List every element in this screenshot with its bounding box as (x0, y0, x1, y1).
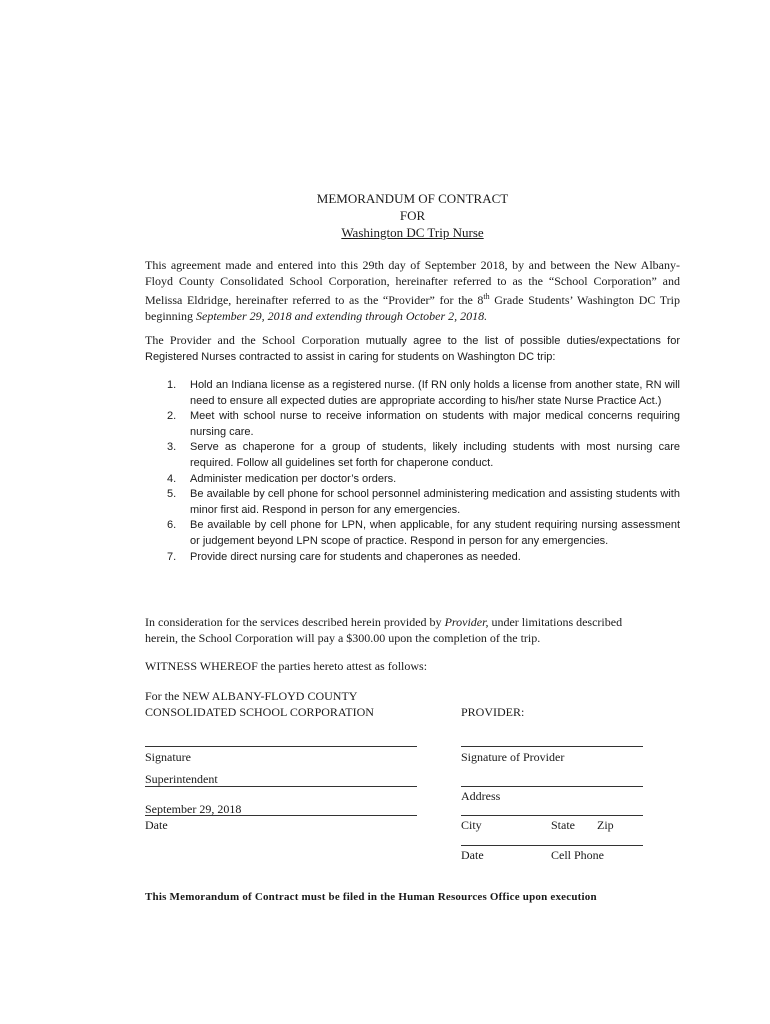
signature-line (145, 746, 417, 747)
witness-paragraph: WITNESS WHEREOF the parties hereto attest as follows: (145, 659, 428, 673)
provider-heading: PROVIDER: (461, 705, 525, 719)
date-cell-line (461, 845, 643, 846)
list-item-text: Be available by cell phone for LPN, when applicable, for any student requiring nursing assessment or judgement beyond LPN scope of practice. Respond in person for any emergencies. (190, 519, 680, 547)
list-item-number: 7. (167, 550, 177, 563)
address-line (461, 786, 643, 787)
duties-intro-text: The Provider and the School Corporation (145, 333, 360, 347)
title-line (145, 786, 417, 787)
consideration-text: In consideration for the services described herein provided by (145, 615, 445, 629)
superintendent-value: Superintendent (145, 772, 218, 786)
date-label: Date (145, 818, 168, 832)
city-label: City (461, 818, 482, 832)
signature-label: Signature (145, 750, 191, 764)
list-item-number: 5. (167, 488, 177, 501)
provider-signature-line (461, 746, 643, 747)
cell-phone-label: Cell Phone (551, 848, 604, 862)
intro-text: This agreement made and entered into this 29th day of September 2018, by and between the New Albany-Floyd County Consolidated School Corporation, hereinafter referred to as the “School Corporation” and Melissa Eldridge, hereinafter referred to as the “Provider” for the 8 (145, 258, 680, 307)
provider-date-label: Date (461, 848, 484, 862)
date-line (145, 815, 417, 816)
list-item-text: Be available by cell phone for school personnel administering medication and assisting students with minor first aid. Respond in person for any emergencies. (190, 488, 680, 516)
list-item (145, 378, 680, 409)
list-item (145, 409, 680, 440)
doc-title-for: FOR (399, 208, 426, 223)
consideration-paragraph (145, 614, 655, 646)
consideration-provider: Provider, (444, 615, 489, 629)
list-item-number: 6. (167, 519, 177, 532)
list-item-text: Meet with school nurse to receive information on students with major medical concerns requiring nursing care. (190, 410, 680, 438)
list-item (145, 487, 680, 518)
list-item-number: 3. (167, 441, 177, 454)
list-item-text: Administer medication per doctor’s orders. (190, 472, 397, 485)
left-party-line2: CONSOLIDATED SCHOOL CORPORATION (145, 705, 374, 719)
list-item (145, 518, 680, 549)
list-item-number: 2. (167, 410, 177, 423)
duties-list (145, 378, 680, 565)
list-item-text: Serve as chaperone for a group of students, likely including students with most nursing care required. Follow all guidelines set forth for chaperone conduct. (190, 441, 680, 469)
list-item (145, 440, 680, 471)
intro-paragraph (145, 257, 680, 324)
list-item-text: Hold an Indiana license as a registered nurse. (If RN only holds a license from another state, RN will need to ensure all expected duties are appropriate according to his/her state Nurse Practice Act.) (190, 379, 680, 407)
state-label: State (551, 818, 575, 832)
list-item-number: 1. (167, 379, 177, 391)
zip-label: Zip (597, 818, 614, 832)
address-label: Address (461, 789, 501, 803)
doc-title: MEMORANDUM OF CONTRACT (316, 191, 509, 206)
intro-superscript: th (483, 292, 490, 301)
list-item (145, 550, 680, 566)
left-party-line1: For the NEW ALBANY-FLOYD COUNTY (145, 689, 358, 703)
consideration-text-2: under limitations described herein, the School Corporation will pay a $300.00 upon the completion of the trip. (145, 615, 623, 645)
duties-intro-text-2: mutually agree to the list of possible duties/expectations for Registered Nurses contracted to assist in caring for students on Washington DC trip: (145, 335, 680, 363)
list-item (145, 472, 680, 488)
footer-note: This Memorandum of Contract must be filed in the Human Resources Office upon execution (145, 891, 597, 903)
doc-subtitle: Washington DC Trip Nurse (341, 225, 484, 240)
list-item-number: 4. (167, 472, 177, 485)
provider-signature-label: Signature of Provider (461, 750, 565, 764)
city-line (461, 815, 643, 816)
trip-dates: September 29, 2018 and extending through October 2, 2018. (196, 309, 488, 323)
date-value: September 29, 2018 (145, 802, 242, 816)
list-item-text: Provide direct nursing care for students and chaperones as needed. (190, 550, 521, 563)
intro-text-2: Grade Students’ Washington DC Trip beginning (145, 293, 681, 323)
duties-intro-paragraph (145, 332, 680, 365)
